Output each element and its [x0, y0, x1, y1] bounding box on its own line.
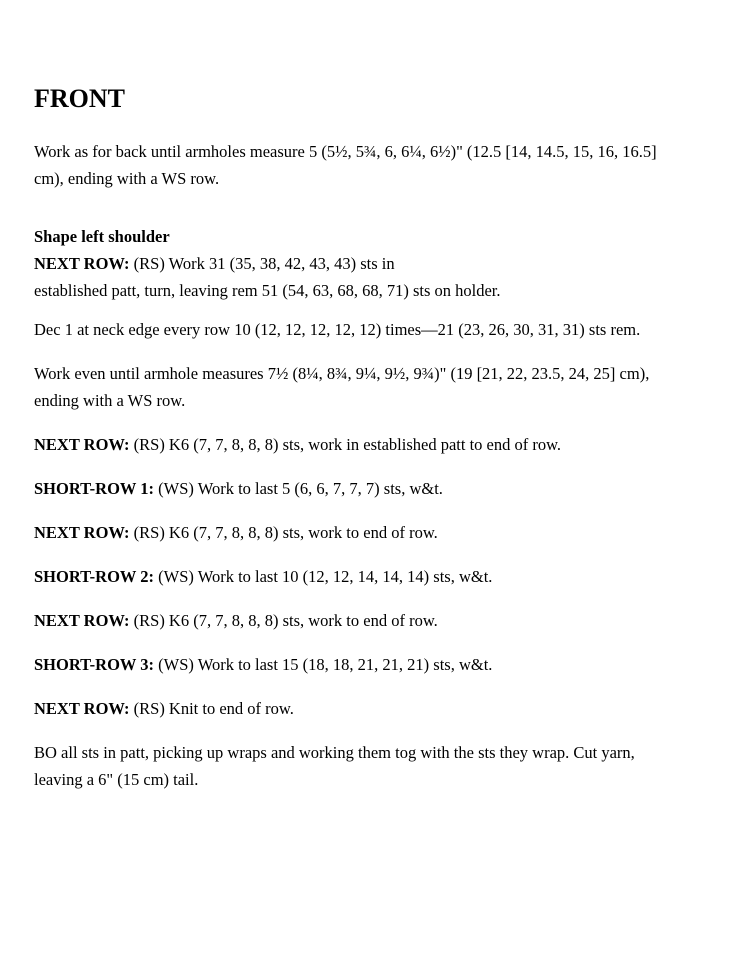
dec-line: Dec 1 at neck edge every row 10 (12, 12, 12, 12, 12) times—21 (23, 26, 30, 31, 31) sts rem.	[34, 320, 641, 339]
row-text: (WS) Work to last 10 (12, 12, 14, 14, 14) sts, w&t.	[154, 567, 493, 586]
row-instruction	[34, 431, 714, 458]
work-even-line-1: Work even until armhole measures 7½ (8¼, 8¾, 9¼, 9½, 9¾)" (19 [21, 22, 23.5, 24, 25] cm),	[34, 364, 650, 383]
row-instruction	[34, 695, 714, 722]
row-label: NEXT ROW:	[34, 254, 130, 273]
row-instruction	[34, 651, 714, 678]
row-label: NEXT ROW:	[34, 435, 130, 454]
row-text: (WS) Work to last 15 (18, 18, 21, 21, 21) sts, w&t.	[154, 655, 493, 674]
bind-off-paragraph	[34, 739, 714, 793]
row-text: (RS) Knit to end of row.	[129, 699, 294, 718]
next-row-continuation: established patt, turn, leaving rem 51 (54, 63, 68, 68, 71) sts on holder.	[34, 281, 501, 300]
row-instruction	[34, 519, 714, 546]
row-instruction	[34, 475, 714, 502]
row-label: SHORT-ROW 2:	[34, 567, 154, 586]
row-label: NEXT ROW:	[34, 611, 130, 630]
row-text: (RS) K6 (7, 7, 8, 8, 8) sts, work in established patt to end of row.	[129, 435, 562, 454]
row-label: SHORT-ROW 3:	[34, 655, 154, 674]
row-text: (WS) Work to last 5 (6, 6, 7, 7, 7) sts, w&t.	[154, 479, 443, 498]
bind-off-line-1: BO all sts in patt, picking up wraps and working them tog with the sts they wrap. Cut yarn,	[34, 743, 635, 762]
dec-paragraph	[34, 316, 714, 343]
next-row-instruction	[34, 250, 714, 277]
intro-line-1: Work as for back until armholes measure 5 (5½, 5¾, 6, 6¼, 6½)" (12.5 [14, 14.5, 15, 16, 16.5]	[34, 142, 657, 161]
row-text: (RS) K6 (7, 7, 8, 8, 8) sts, work to end of row.	[129, 523, 438, 542]
page-title: FRONT	[34, 84, 125, 113]
row-label: NEXT ROW:	[34, 523, 130, 542]
work-even-paragraph	[34, 360, 714, 414]
row-text: (RS) Work 31 (35, 38, 42, 43, 43) sts in	[129, 254, 395, 273]
row-label: SHORT-ROW 1:	[34, 479, 154, 498]
intro-line-2: cm), ending with a WS row.	[34, 169, 220, 188]
section-heading: Shape left shoulder	[34, 227, 170, 246]
row-text: (RS) K6 (7, 7, 8, 8, 8) sts, work to end of row.	[129, 611, 438, 630]
row-instruction	[34, 607, 714, 634]
row-label: NEXT ROW:	[34, 699, 130, 718]
work-even-line-2: ending with a WS row.	[34, 391, 186, 410]
intro-paragraph	[34, 138, 714, 192]
bind-off-line-2: leaving a 6" (15 cm) tail.	[34, 770, 199, 789]
row-instruction	[34, 563, 714, 590]
shape-left-shoulder-section	[34, 223, 714, 304]
